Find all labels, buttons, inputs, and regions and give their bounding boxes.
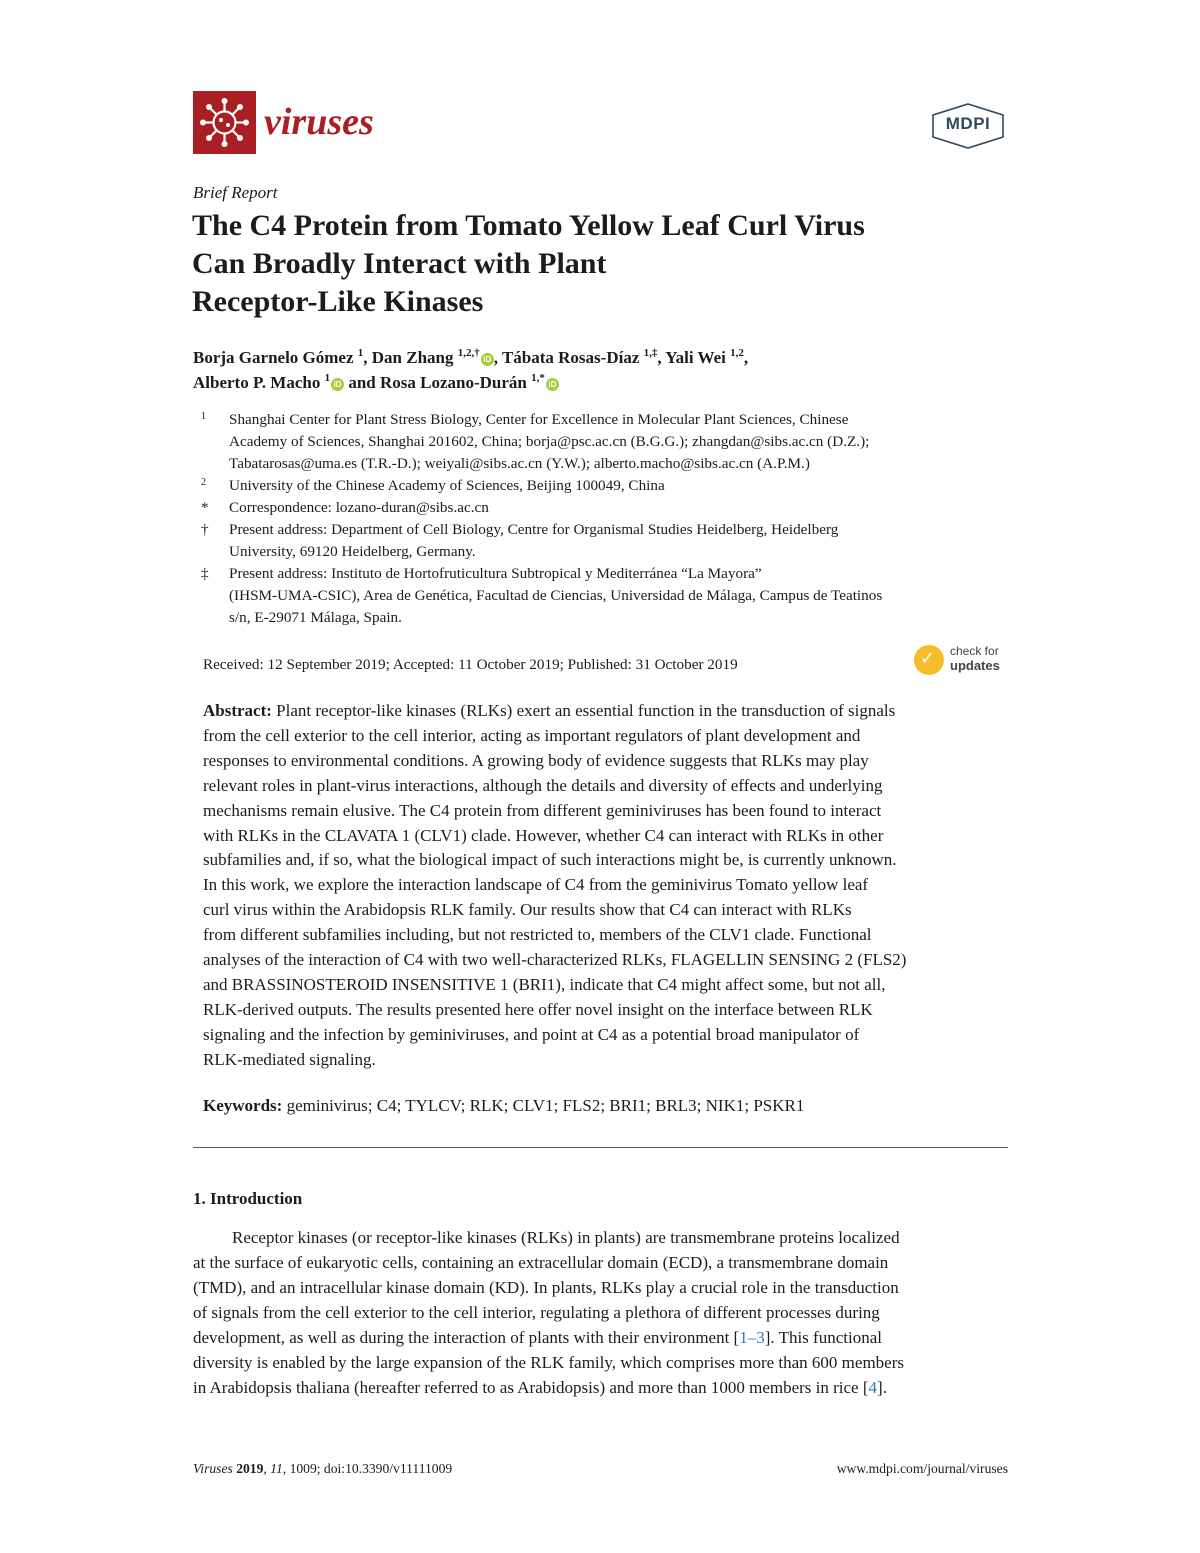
affiliation-line: Academy of Sciences, Shanghai 201602, China; borja@psc.ac.cn (B.G.G.); zhangdan@sibs.ac.cn (D.Z.); xyxy=(229,433,870,450)
virus-icon xyxy=(193,91,256,154)
authors-and: and xyxy=(348,373,376,392)
intro-line: diversity is enabled by the large expansion of the RLK family, which comprises more than 600 members xyxy=(193,1353,904,1372)
author-name[interactable]: Dan Zhang xyxy=(371,348,454,367)
abstract-line: from different subfamilies including, but not restricted to, members of the CLV1 clade. Functional xyxy=(203,925,872,945)
journal-name: viruses xyxy=(264,101,374,143)
affiliation-line: Present address: Department of Cell Biology, Centre for Organismal Studies Heidelberg, Heidelberg xyxy=(229,521,839,538)
abstract-line: curl virus within the Arabidopsis RLK family. Our results show that C4 can interact with RLKs xyxy=(203,900,852,920)
affiliation-line: Shanghai Center for Plant Stress Biology, Center for Excellence in Molecular Plant Sciences, Chinese xyxy=(229,411,849,428)
article-type: Brief Report xyxy=(193,183,278,202)
orcid-icon[interactable]: iD xyxy=(546,378,559,391)
abstract-line: with RLKs in the CLAVATA 1 (CLV1) clade. However, whether C4 can interact with RLKs in other xyxy=(203,825,884,845)
abstract-line: from the cell exterior to the cell interior, acting as important regulators of plant development and xyxy=(203,725,861,745)
journal-url-link[interactable]: www.mdpi.com/journal/viruses xyxy=(836,1461,1008,1476)
publisher-name: MDPI xyxy=(945,114,991,133)
author-affiliation: 1,2,† xyxy=(457,347,480,359)
keywords-text: geminivirus; C4; TYLCV; RLK; CLV1; FLS2; BRI1; BRL3; NIK1; PSKR1 xyxy=(286,1096,805,1115)
check-icon: ✓ xyxy=(914,645,944,675)
author-name[interactable]: Yali Wei xyxy=(665,348,726,367)
abstract-line: analyses of the interaction of C4 with two well-characterized RLKs, FLAGELLIN SENSING 2 (FLS2) xyxy=(203,950,907,970)
abstract-line: and BRASSINOSTEROID INSENSITIVE 1 (BRI1), indicate that C4 might affect some, but not all, xyxy=(203,974,886,994)
abstract-line: RLK-derived outputs. The results presented here offer novel insight on the interface between RLK xyxy=(203,999,873,1019)
affiliation-item xyxy=(196,563,1026,629)
affiliation-item xyxy=(196,475,1026,497)
title-line: Receptor-Like Kinases xyxy=(192,285,484,318)
affiliation-mark: † xyxy=(201,521,209,538)
abstract-line: Plant receptor-like kinases (RLKs) exert an essential function in the transduction of signals xyxy=(276,701,896,720)
affiliation-line: University, 69120 Heidelberg, Germany. xyxy=(229,543,476,560)
abstract-line: In this work, we explore the interaction landscape of C4 from the geminivirus Tomato yellow leaf xyxy=(203,875,869,895)
section-heading: 1. Introduction xyxy=(193,1189,303,1208)
affiliation-item xyxy=(196,497,1026,519)
affiliation-mark: 2 xyxy=(201,477,206,488)
footer-year: 2019 xyxy=(236,1461,264,1476)
intro-line: Receptor kinases (or receptor-like kinases (RLKs) in plants) are transmembrane proteins localized xyxy=(232,1228,900,1247)
check-updates-line1: check for xyxy=(950,644,999,658)
footer-journal: Viruses xyxy=(193,1461,233,1476)
check-for-updates-button[interactable] xyxy=(914,644,1014,678)
introduction-body xyxy=(193,1225,1008,1400)
intro-line: (TMD), and an intracellular kinase domain (KD). In plants, RLKs play a crucial role in the transduction xyxy=(193,1278,899,1297)
publication-dates: Received: 12 September 2019; Accepted: 11 October 2019; Published: 31 October 2019 xyxy=(203,656,738,673)
affiliation-line: Tabatarosas@uma.es (T.R.-D.); weiyali@sibs.ac.cn (Y.W.); alberto.macho@sibs.ac.cn (A.P.M.) xyxy=(229,455,810,472)
article-title xyxy=(192,207,1032,321)
mdpi-logo xyxy=(930,102,1006,150)
author-affiliation: 1 xyxy=(324,372,331,384)
check-updates-line2: updates xyxy=(950,658,1000,673)
affiliation-line: (IHSM-UMA-CSIC), Area de Genética, Facultad de Ciencias, Universidad de Málaga, Campus de Teatinos xyxy=(229,587,883,604)
affiliation-item xyxy=(196,409,1026,475)
affiliation-line: Present address: Instituto de Hortofruticultura Subtropical y Mediterránea “La Mayora” xyxy=(229,565,762,582)
title-line: Can Broadly Interact with Plant xyxy=(192,247,607,280)
footer-doi[interactable]: , 1009; doi:10.3390/v11111009 xyxy=(282,1461,453,1476)
author-name[interactable]: Alberto P. Macho xyxy=(193,373,321,392)
abstract-line: signaling and the infection by geminiviruses, and point at C4 as a potential broad manipulator of xyxy=(203,1024,860,1044)
orcid-icon[interactable]: iD xyxy=(331,378,344,391)
author-name[interactable]: Borja Garnelo Gómez xyxy=(193,348,354,367)
keywords-label: Keywords: xyxy=(203,1096,283,1115)
author-list: Borja Garnelo Gómez $^1$, Dan Zhang $^{1,2,\dagger}$iD , Tábata Rosas-Díaz $^{1,\ddagger}$, Yali Wei $^{1,2}$, Alberto P. Macho $^1$iD and Rosa Lozano-Durán $^{1,*}$iD xyxy=(193,347,749,392)
affiliation-line: s/n, E-29071 Málaga, Spain. xyxy=(229,609,402,626)
section-divider xyxy=(193,1147,1008,1148)
author-name[interactable]: Tábata Rosas-Díaz xyxy=(501,348,640,367)
affiliations xyxy=(196,409,1026,629)
abstract xyxy=(203,699,1008,1073)
intro-line: in Arabidopsis thaliana (hereafter referred to as Arabidopsis) and more than 1000 members in rice [4]. xyxy=(193,1378,887,1397)
intro-line: of signals from the cell exterior to the cell interior, regulating a plethora of different processes during xyxy=(193,1303,880,1322)
intro-line: at the surface of eukaryotic cells, containing an extracellular domain (ECD), a transmembrane domain xyxy=(193,1253,889,1272)
citation-footer: Viruses 2019, 11, 1009; doi:10.3390/v11111009 xyxy=(193,1461,453,1476)
title-line: The C4 Protein from Tomato Yellow Leaf Curl Virus xyxy=(192,209,865,242)
abstract-label: Abstract: xyxy=(203,701,272,720)
orcid-icon[interactable]: iD xyxy=(481,353,494,366)
author-affiliation: 1 xyxy=(357,347,364,359)
author-affiliation: 1,‡ xyxy=(643,347,658,359)
author-affiliation: 1,2 xyxy=(730,347,744,359)
correspondence-line: Correspondence: lozano-duran@sibs.ac.cn xyxy=(229,499,489,516)
abstract-line: subfamilies and, if so, what the biological impact of such interactions might be, is currently unknown. xyxy=(203,850,897,870)
author-affiliation: 1,* xyxy=(531,372,545,384)
citation-link[interactable]: 1–3 xyxy=(739,1328,765,1347)
abstract-line: RLK-mediated signaling. xyxy=(203,1049,376,1069)
intro-line: development, as well as during the interaction of plants with their environment [1–3]. This functional xyxy=(193,1328,882,1347)
footer-volume: 11 xyxy=(270,1461,283,1476)
affiliation-mark: ‡ xyxy=(201,565,209,582)
affiliation-line: University of the Chinese Academy of Sciences, Beijing 100049, China xyxy=(229,477,665,494)
journal-logo xyxy=(193,91,256,154)
abstract-line: relevant roles in plant-virus interactions, although the details and diversity of effects and underlying xyxy=(203,775,883,795)
affiliation-mark: 1 xyxy=(201,411,206,422)
abstract-line: mechanisms remain elusive. The C4 protein from different geminiviruses has been found to interact xyxy=(203,800,882,820)
affiliation-item xyxy=(196,519,1026,563)
abstract-line: responses to environmental conditions. A growing body of evidence suggests that RLKs may play xyxy=(203,750,869,770)
citation-link[interactable]: 4 xyxy=(868,1378,878,1397)
affiliation-mark: * xyxy=(201,499,209,516)
author-name[interactable]: Rosa Lozano-Durán xyxy=(380,373,527,392)
keywords xyxy=(203,1096,804,1116)
